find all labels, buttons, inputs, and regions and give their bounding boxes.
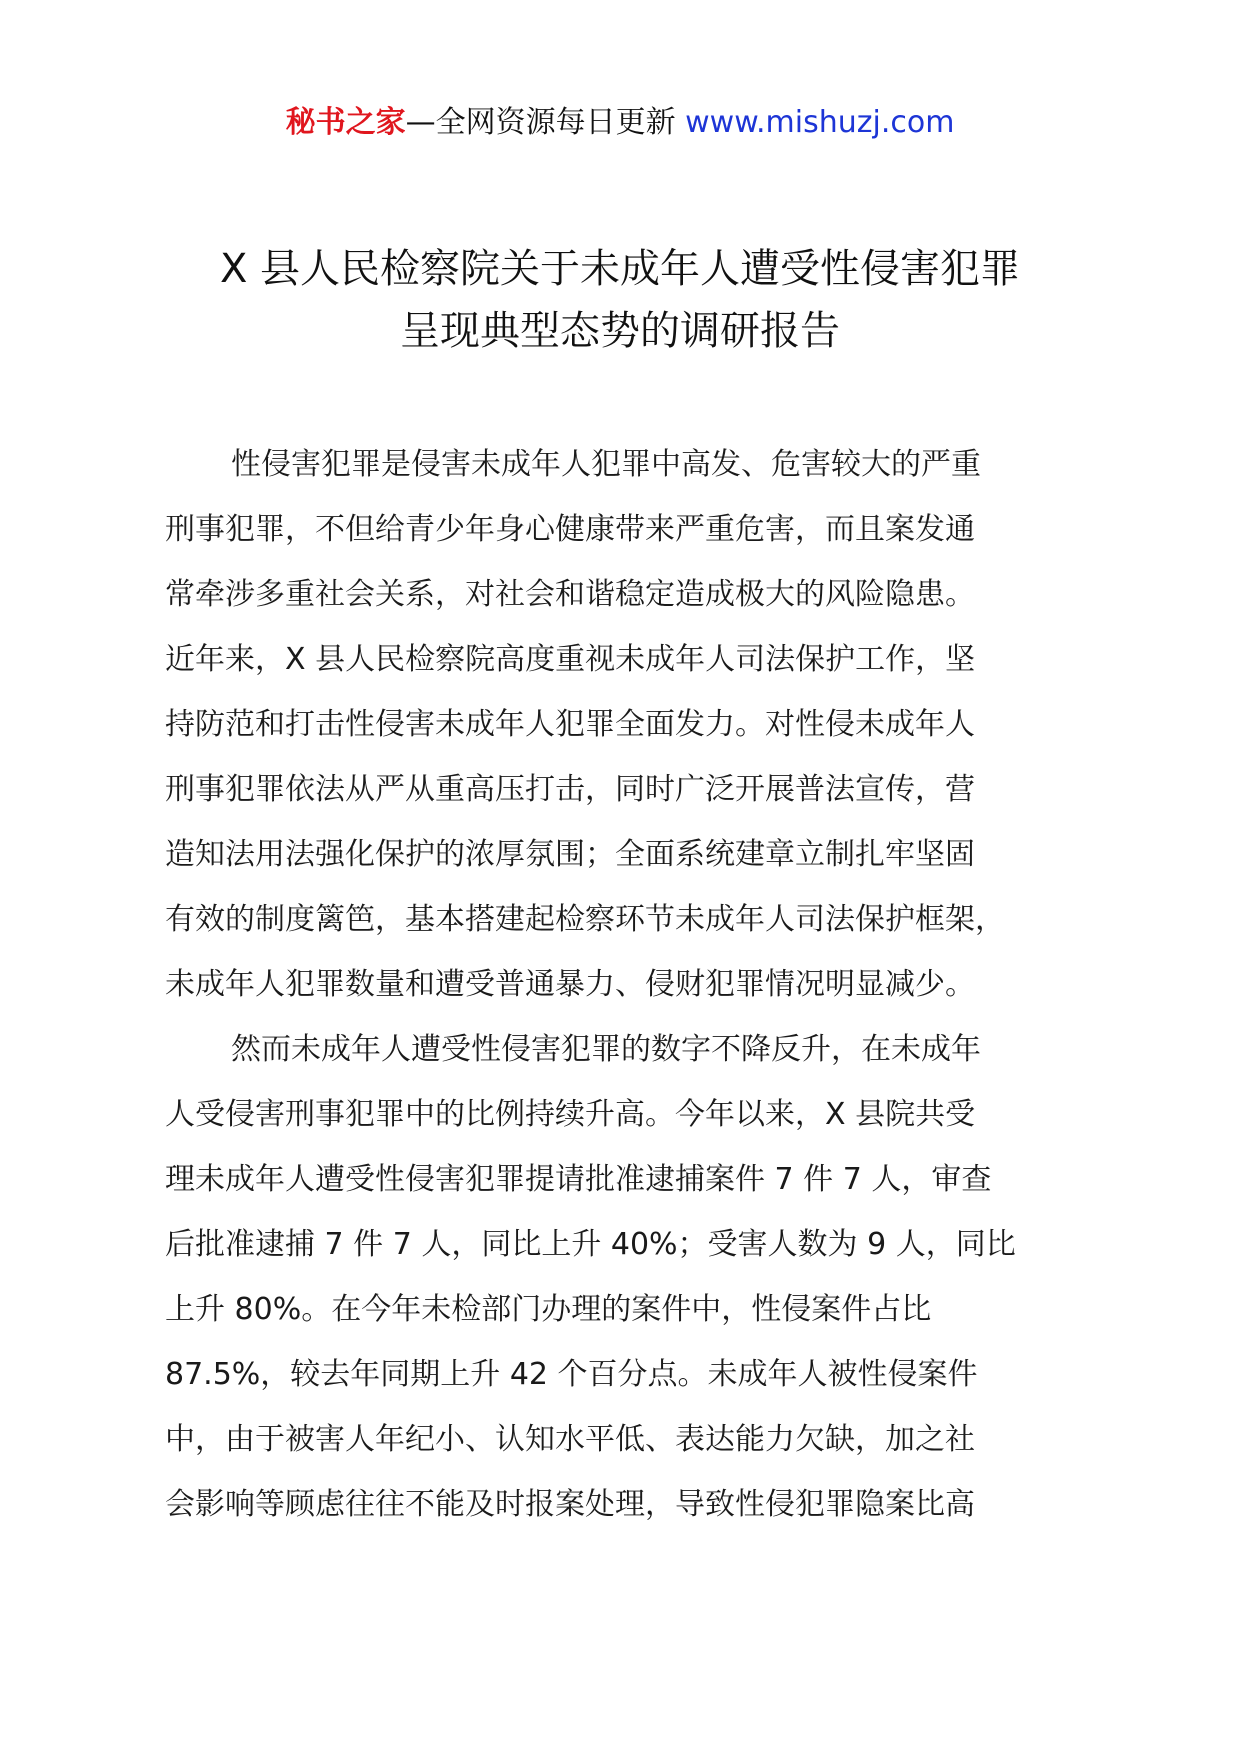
text-line: 刑事犯罪，不但给青少年身心健康带来严重危害，而且案发通 <box>165 512 975 547</box>
text-line: 中，由于被害人年纪小、认知水平低、表达能力欠缺，加之社 <box>165 1422 975 1457</box>
document-title <box>0 238 1240 362</box>
text-line: 常牵涉多重社会关系，对社会和谐稳定造成极大的风险隐患。 <box>165 577 975 612</box>
document-body <box>165 432 1090 1537</box>
site-url-link[interactable]: www.mishuzj.com <box>685 105 955 140</box>
site-brand: 秘书之家 <box>285 105 406 140</box>
text-line: 未成年人犯罪数量和遭受普通暴力、侵财犯罪情况明显减少。 <box>165 967 975 1002</box>
text-line: 持防范和打击性侵害未成年人犯罪全面发力。对性侵未成年人 <box>165 707 975 742</box>
text-line: 理未成年人遭受性侵害犯罪提请批准逮捕案件 7 件 7 人，审查 <box>165 1162 992 1197</box>
title-line-1: X 县人民检察院关于未成年人遭受性侵害犯罪 <box>219 246 1021 292</box>
text-line: 后批准逮捕 7 件 7 人，同比上升 40%；受害人数为 9 人，同比 <box>165 1227 1016 1262</box>
paragraph-2 <box>165 1017 1090 1537</box>
site-header <box>0 100 1240 146</box>
text-line: 87.5%，较去年同期上升 42 个百分点。未成年人被性侵案件 <box>165 1357 978 1392</box>
text-line: 会影响等顾虑往往不能及时报案处理，导致性侵犯罪隐案比高 <box>165 1487 975 1522</box>
text-line: 然而未成年人遭受性侵害犯罪的数字不降反升，在未成年 <box>231 1032 981 1067</box>
text-line: 人受侵害刑事犯罪中的比例持续升高。今年以来，X 县院共受 <box>165 1097 976 1132</box>
text-line: 上升 80%。在今年未检部门办理的案件中，性侵案件占比 <box>165 1292 932 1327</box>
text-line: 造知法用法强化保护的浓厚氛围；全面系统建章立制扎牢坚固 <box>165 837 975 872</box>
title-line-2: 呈现典型态势的调研报告 <box>400 308 840 354</box>
text-line: 有效的制度篱笆，基本搭建起检察环节未成年人司法保护框架， <box>165 902 1005 937</box>
text-line: 性侵害犯罪是侵害未成年人犯罪中高发、危害较大的严重 <box>231 447 981 482</box>
text-line: 近年来，X 县人民检察院高度重视未成年人司法保护工作，坚 <box>165 642 976 677</box>
site-tagline: —全网资源每日更新 <box>405 105 686 140</box>
text-line: 刑事犯罪依法从严从重高压打击，同时广泛开展普法宣传，营 <box>165 772 975 807</box>
paragraph-1 <box>165 432 1090 1017</box>
